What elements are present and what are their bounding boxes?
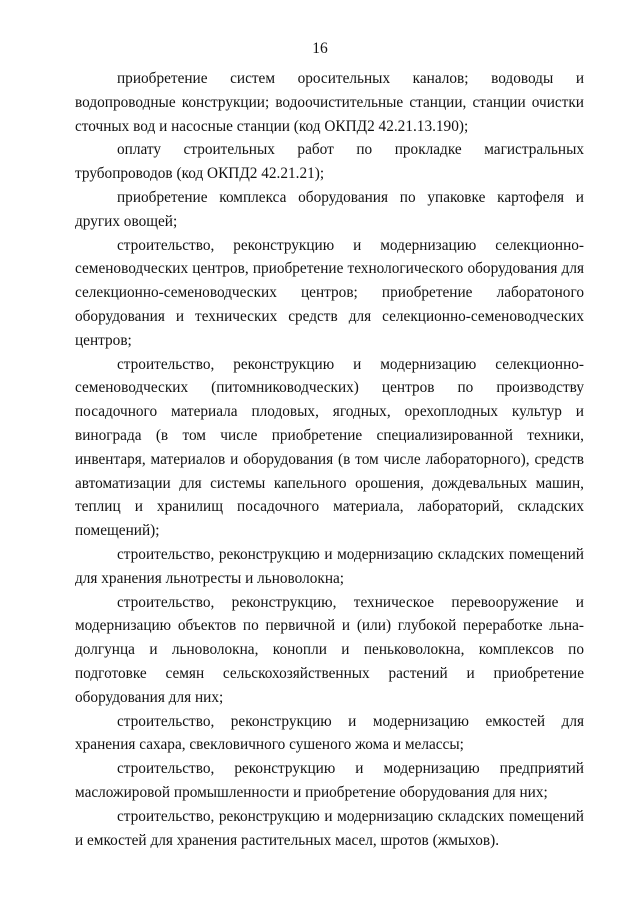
paragraph-oil-fat-industry: строительство, реконструкцию и модернизацию предприятий масложировой промышленности и приобретение оборудования для них; [75, 760, 584, 801]
paragraph-flax-storage: строительство, реконструкцию и модернизацию складских помещений для хранения льнотресты и льноволокна; [75, 545, 584, 587]
paragraph-oil-storage: строительство, реконструкцию и модернизацию складских помещений и емкостей для хранения растительных масел, шротов (жмыхов). [75, 807, 584, 849]
paragraph-pipeline-works: оплату строительных работ по прокладке магистральных трубопроводов (код ОКПД2 42.21.21); [75, 141, 584, 183]
paragraph-flax-hemp-processing: строительство, реконструкцию, техническое перевооружение и модернизацию объектов по первичной и (или) глубокой переработке льна-долгунца и льноволокна, конопли и пеньковолокна, комплексов по подготовке семян сельскохозяйственных растений и приобретение оборудования для них; [75, 593, 584, 706]
paragraph-irrigation-systems: приобретение систем оросительных каналов; водоводы и водопроводные конструкции; водоочистительные станции, станции очистки сточных вод и насосные станции (код ОКПД2 42.21.13.190); [75, 70, 584, 135]
paragraph-sugar-storage: строительство, реконструкцию и модернизацию емкостей для хранения сахара, свекловичного сушеного жома и мелассы; [75, 712, 584, 754]
document-body [75, 67, 584, 852]
paragraph-nursery-centers: строительство, реконструкцию и модернизацию селекционно-семеноводческих (питомниководческих) центров по производству посадочного материала плодовых, ягодных, орехоплодных культур и винограда (в том числе приобретение специализированной техники, инвентаря, материалов и оборудования (в том числе лабораторного), средств автоматизации для системы капельного орошения, дождевальных машин, теплиц и хранилищ посадочного материала, лабораторий, складских помещений); [75, 355, 584, 540]
paragraph-seed-breeding-centers: строительство, реконструкцию и модернизацию селекционно-семеноводческих центров, приобретение технологического оборудования для селекционно-семеноводческих центров; приобретение лаборатоного оборудования и технических средств для селекционно-семеноводческих центров; [75, 236, 584, 349]
paragraph-potato-packing: приобретение комплекса оборудования по упаковке картофеля и других овощей; [75, 188, 584, 230]
page-number: 16 [312, 40, 328, 57]
